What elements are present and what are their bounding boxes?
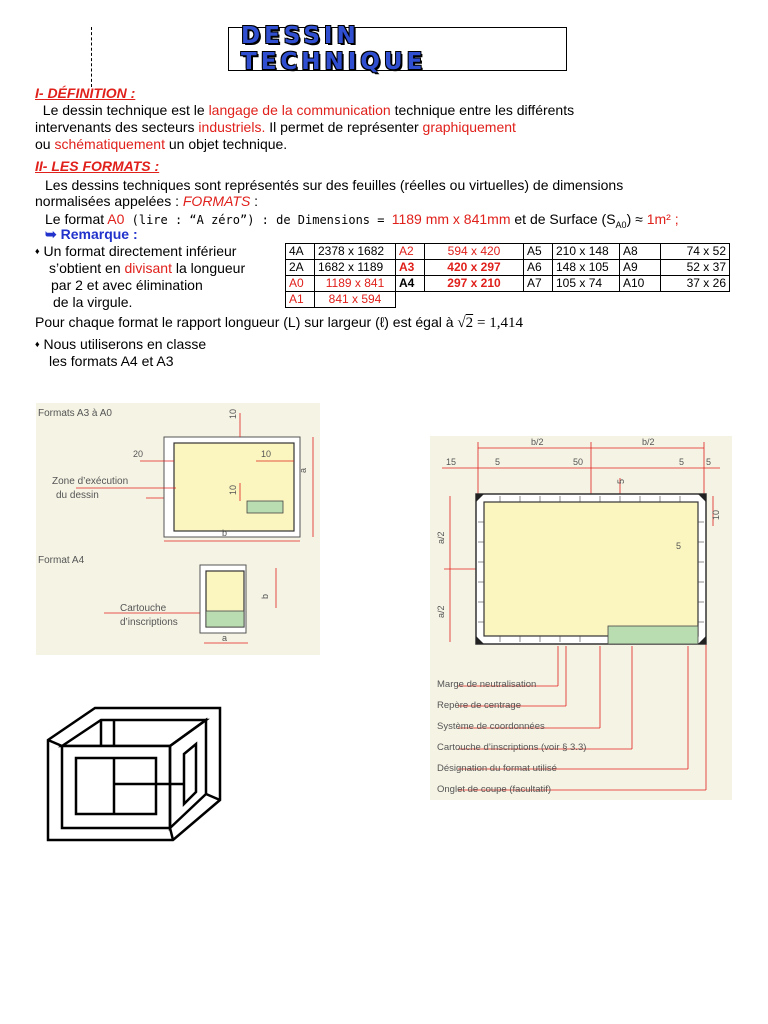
table-row: 4A 2378 x 1682 A2 594 x 420 A5 210 x 148 A8 74 x 52 — [286, 244, 730, 260]
formats-table — [285, 243, 730, 308]
section2-heading: II- LES FORMATS : — [35, 158, 160, 174]
section1-line2: intervenants des secteurs industriels. Il permet de représenter graphiquement — [35, 119, 516, 135]
table-row: A0 1189 x 841 A4 297 x 210 A7 105 x 74 A10 37 x 26 — [286, 276, 730, 292]
dim-10-top: 10 — [228, 408, 238, 419]
table-row: A1 841 x 594 — [286, 292, 730, 308]
legend-item: Cartouche d’inscriptions (voir § 3.3) — [437, 742, 587, 753]
dim-5-a: 5 — [495, 457, 501, 467]
remark: ➥ Remarque : — [45, 226, 138, 242]
dim-b-half-2: b/2 — [642, 437, 655, 447]
title-box — [228, 23, 567, 75]
dim-a-half-1: a/2 — [436, 531, 446, 544]
section2-line1: Les dessins techniques sont représentés sur des feuilles (réelles ou virtuelles) de dimensions — [45, 177, 624, 193]
label-a4: Format A4 — [38, 555, 85, 566]
impossible-cube-illustration — [40, 700, 230, 850]
dim-50: 50 — [573, 457, 584, 467]
bullet2: ♦ Nous utiliserons en classe les formats A4 et A3 — [35, 336, 207, 369]
legend-item: Repère de centrage — [437, 700, 521, 711]
bullet-icon: ♦ — [35, 339, 40, 349]
section2-line2: normalisées appelées : FORMATS : — [35, 193, 259, 209]
bullet-icon: ♦ — [35, 246, 40, 256]
sqrt-icon: √2 — [457, 315, 474, 331]
legend-item: Système de coordonnées — [437, 721, 545, 732]
section1-line3: ou schématiquement un objet technique. — [35, 136, 288, 152]
dim-5-d: 5 — [616, 478, 626, 484]
dim-5-e: 5 — [676, 541, 682, 551]
cartouche-label-1: Cartouche — [120, 603, 167, 614]
zone-label-1: Zone d’exécution — [52, 476, 129, 487]
dim-20: 20 — [133, 449, 144, 459]
arrow-icon: ➥ — [45, 226, 61, 242]
dashed-divider — [91, 27, 92, 87]
section1-heading: I- DÉFINITION : — [35, 85, 136, 101]
drawing-format-layout — [430, 436, 732, 800]
bullet1: ♦ Un format directement inférieur s’obtient en divisant la longueur par 2 et avec élimination de la virgule. — [35, 243, 246, 310]
cartouche-label-2: d’inscriptions — [120, 617, 178, 628]
label-a3-a0: Formats A3 à A0 — [38, 408, 112, 419]
dim-a-a4: a — [222, 633, 228, 643]
zone-label-2: du dessin — [56, 490, 99, 501]
section1-line1: Le dessin technique est le langage de la communication technique entre les différents — [42, 102, 575, 118]
dim-15: 15 — [446, 457, 457, 467]
dim-b-a4: b — [260, 593, 270, 599]
dim-b-half-1: b/2 — [531, 437, 544, 447]
dim-10-right: 10 — [261, 449, 272, 459]
legend-item: Désignation du format utilisé — [437, 763, 557, 774]
page-title: DESSIN TECHNIQUE — [241, 23, 427, 75]
dim-10: 10 — [711, 509, 721, 520]
legend-item: Onglet de coupe (facultatif) — [437, 784, 552, 795]
dim-b: b — [222, 528, 228, 538]
legend-item: Marge de neutralisation — [437, 679, 537, 690]
ratio-line: Pour chaque format le rapport longueur (L) sur largeur (ℓ) est égal à √2 = 1,414 — [35, 314, 523, 331]
dim-a-half-2: a/2 — [436, 605, 446, 618]
dim-a: a — [298, 467, 308, 473]
dim-5-c: 5 — [706, 457, 712, 467]
dim-5-b: 5 — [679, 457, 685, 467]
dim-10-mid: 10 — [228, 484, 238, 495]
table-row: 2A 1682 x 1189 A3 420 x 297 A6 148 x 105 A9 52 x 37 — [286, 260, 730, 276]
section2-line3: Le format A0 (lire : “A zéro”) : de Dimensions = 1189 mm x 841mm et de Surface $(S_{A0}) \approx 1m^2$ ; — [45, 211, 679, 230]
title-banner — [241, 23, 556, 75]
drawing-formats-a3-a0-a4 — [36, 403, 320, 655]
